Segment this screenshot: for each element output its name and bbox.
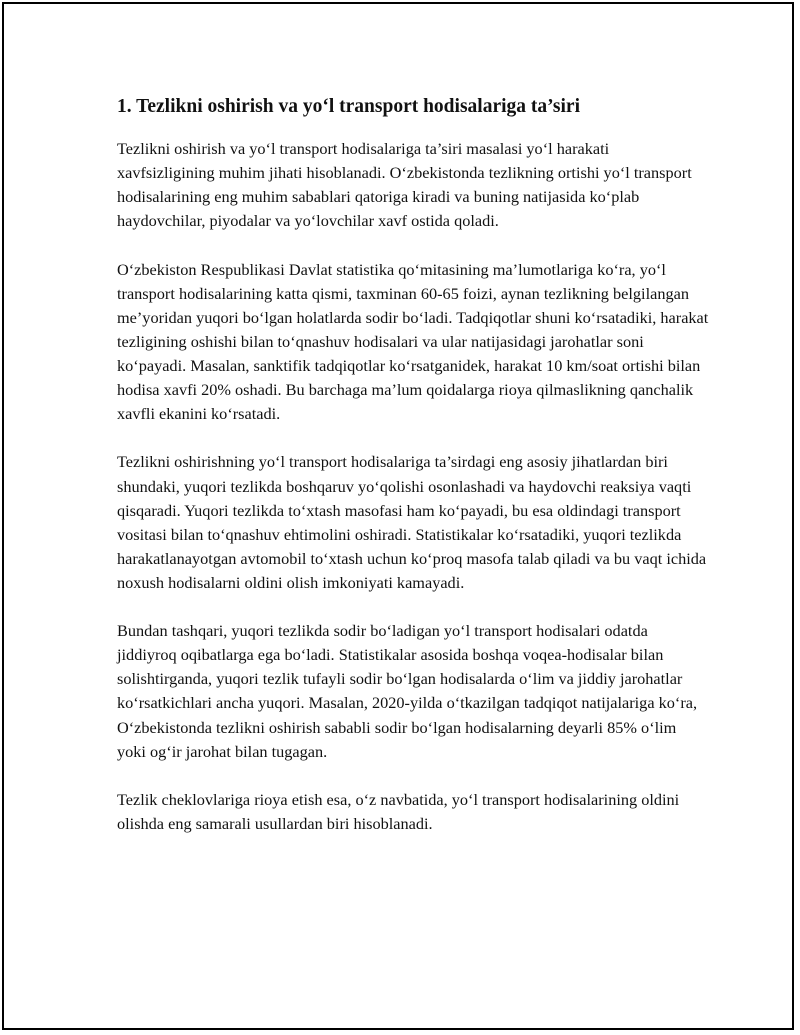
paragraph-3: Tezlikni oshirishning yo‘l transport hodisalariga ta’sirdagi eng asosiy jihatlardan biri shundaki, yuqori tezlikda boshqaruv yo‘qolishi osonlashadi va haydovchi reaksiya vaqti qisqaradi. Yuqori tezlikda to‘xtash masofasi ham ko‘payadi, bu esa oldindagi transport vositasi bilan to‘qnashuv ehtimolini oshiradi. Statistikalar ko‘rsatadiki, yuqori tezlikda harakatlanayotgan avtomobil to‘xtash uchun ko‘proq masofa talab qiladi va bu vaqt ichida noxush hodisalarni oldini olish imkoniyati kamayadi. <box>117 452 707 592</box>
paragraph-2: O‘zbekiston Respublikasi Davlat statistika qo‘mitasining ma’lumotlariga ko‘ra, yo‘l transport hodisalarining katta qismi, taxminan 60-65 foizi, aynan tezlikning belgilangan me’yoridan yuqori bo‘lgan holatlarda sodir bo‘ladi. Tadqiqotlar shuni ko‘rsatadiki, harakat tezligining oshishi bilan to‘qnashuv hodisalari va ular natijasidagi jarohatlar soni ko‘payadi. Masalan, sanktifik tadqiqotlar ko‘rsatganidek, harakat 10 km/soat ortishi bilan hodisa xavfi 20% oshadi. Bu barchaga ma’lum qoidalarga rioya qilmaslikning qanchalik xavfli ekanini ko‘rsatadi. <box>117 259 709 424</box>
paragraph-1: Tezlikni oshirish va yo‘l transport hodisalariga ta’siri masalasi yo‘l harakati xavfsizligining muhim jihati hisoblanadi. O‘zbekistonda tezlikning ortishi yo‘l transport hodisalarining eng muhim sabablari qatoriga kiradi va buning natijasida ko‘plab haydovchilar, piyodalar va yo‘lovchilar xavf ostida qoladi. <box>117 139 692 231</box>
section-heading: 1. Tezlikni oshirish va yo‘l transport hodisalariga ta’siri <box>117 96 580 117</box>
paragraph-5: Tezlik cheklovlariga rioya etish esa, o‘z navbatida, yo‘l transport hodisalarining oldini olishda eng samarali usullardan biri hisoblanadi. <box>117 789 680 833</box>
document-body <box>117 94 709 860</box>
paragraph-4: Bundan tashqari, yuqori tezlikda sodir bo‘ladigan yo‘l transport hodisalari odatda jiddiyroq oqibatlarga ega bo‘ladi. Statistikalar asosida boshqa voqea-hodisalar bilan solishtirganda, yuqori tezlik tufayli sodir bo‘lgan hodisalarda o‘lim va jiddiy jarohatlar ko‘rsatkichlari ancha yuqori. Masalan, 2020-yilda o‘tkazilgan tadqiqot natijalariga ko‘ra, O‘zbekistonda tezlikni oshirish sababli sodir bo‘lgan hodisalarning deyarli 85% o‘lim yoki og‘ir jarohat bilan tugagan. <box>117 621 698 761</box>
